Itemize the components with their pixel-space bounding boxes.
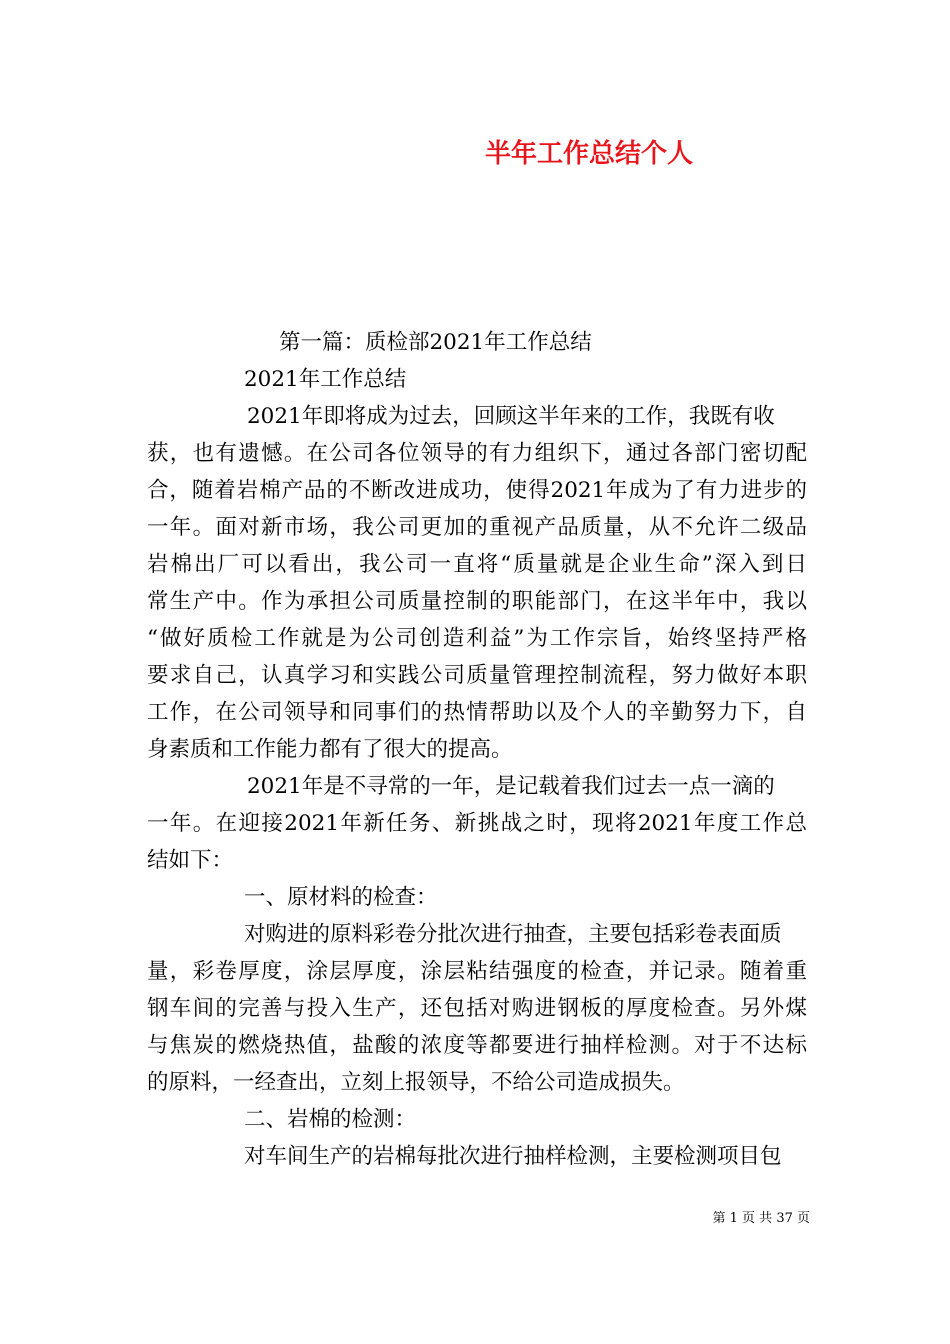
body-line: 钢车间的完善与投入生产，还包括对购进钢板的厚度检查。另外煤 — [147, 996, 807, 1021]
body-line: 常生产中。作为承担公司质量控制的职能部门，在这半年中，我以 — [147, 589, 807, 614]
body-line: 对购进的原料彩卷分批次进行抽查，主要包括彩卷表面质 — [244, 922, 782, 947]
heading-first: 第一篇：质检部2021年工作总结 — [279, 330, 592, 355]
section-heading: 二、岩棉的检测： — [244, 1107, 417, 1132]
heading-second: 2021年工作总结 — [244, 367, 407, 392]
body-line: 2021年即将成为过去，回顾这半年来的工作，我既有收 — [247, 404, 775, 429]
body-line: 一年。在迎接2021年新任务、新挑战之时，现将2021年度工作总 — [147, 811, 807, 836]
body-line: 一年。面对新市场，我公司更加的重视产品质量，从不允许二级品 — [147, 515, 807, 540]
body-line: “做好质检工作就是为公司创造利益”为工作宗旨，始终坚持严格 — [147, 626, 807, 651]
body-line: 量，彩卷厚度，涂层厚度，涂层粘结强度的检查，并记录。随着重 — [147, 959, 807, 984]
document-title: 半年工作总结个人 — [484, 139, 693, 169]
body-line: 结如下： — [147, 848, 234, 873]
page-footer: 第 1 页 共 37 页 — [712, 1211, 810, 1226]
document-body — [147, 324, 807, 1175]
body-line: 与焦炭的燃烧热值，盐酸的浓度等都要进行抽样检测。对于不达标 — [147, 1033, 807, 1058]
body-line: 要求自己，认真学习和实践公司质量管理控制流程，努力做好本职 — [147, 663, 807, 688]
body-line: 的原料，一经查出，立刻上报领导，不给公司造成损失。 — [147, 1070, 685, 1095]
body-line: 对车间生产的岩棉每批次进行抽样检测，主要检测项目包 — [244, 1144, 782, 1169]
body-line: 岩棉出厂可以看出，我公司一直将“质量就是企业生命”深入到日 — [147, 552, 807, 577]
body-line: 工作，在公司领导和同事们的热情帮助以及个人的辛勤努力下，自 — [147, 700, 807, 725]
section-heading: 一、原材料的检查： — [244, 885, 438, 910]
body-line: 获，也有遗憾。在公司各位领导的有力组织下，通过各部门密切配 — [147, 441, 807, 466]
body-line: 2021年是不寻常的一年，是记载着我们过去一点一滴的 — [247, 774, 775, 799]
body-line: 身素质和工作能力都有了很大的提高。 — [147, 737, 513, 762]
body-line: 合，随着岩棉产品的不断改进成功，使得2021年成为了有力进步的 — [147, 478, 807, 503]
